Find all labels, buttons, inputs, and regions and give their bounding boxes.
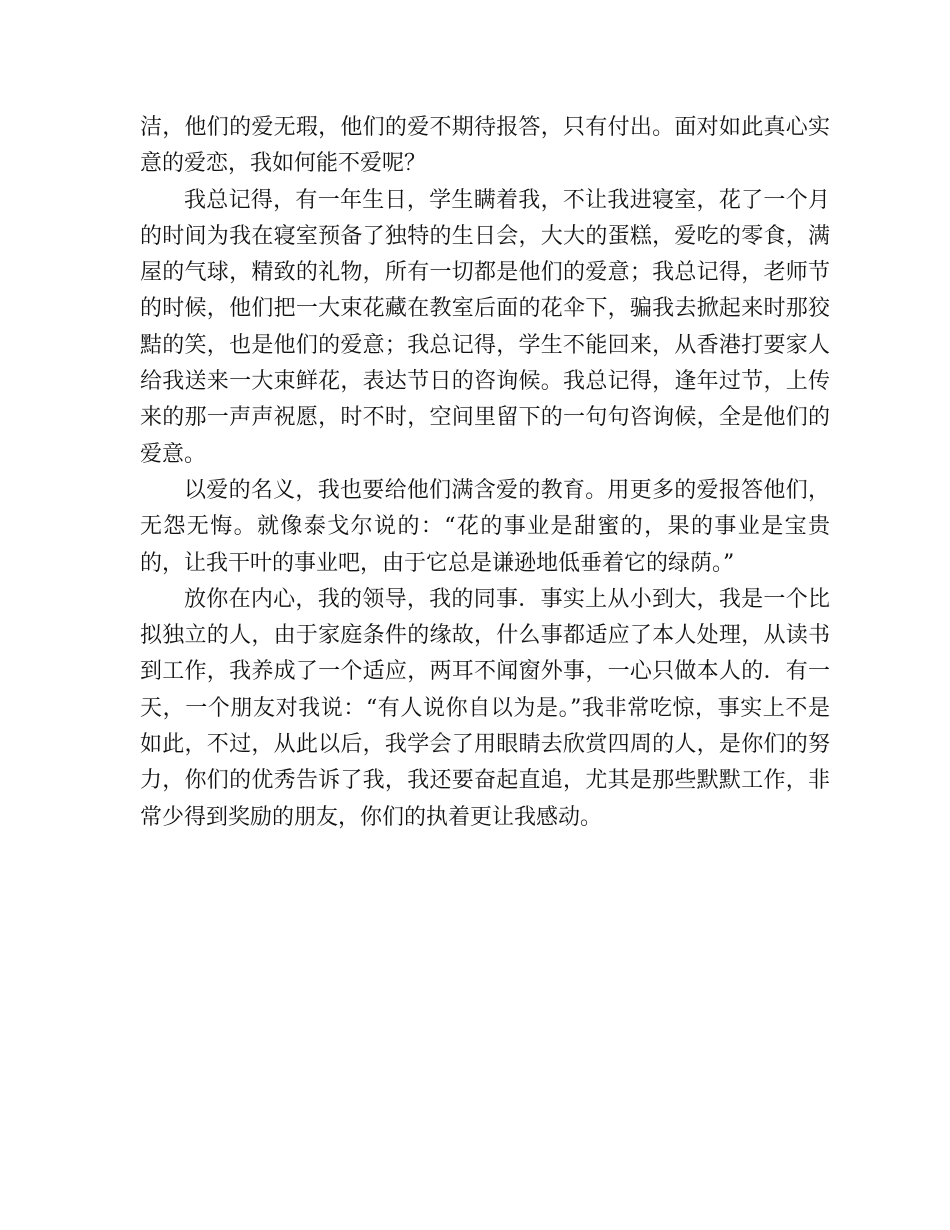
paragraph-tagore-quote: 以爱的名义，我也要给他们满含爱的教育。用更多的爱报答他们，无怨无悔。就像泰戈尔说的：“花的事业是甜蜜的，果的事业是宝贵的，让我干叶的事业吧，由于它总是谦逊地低垂着它的绿荫。” bbox=[140, 477, 830, 576]
paragraph-colleagues: 放你在内心，我的领导，我的同事．事实上从小到大，我是一个比拟独立的人，由于家庭条件的缘故，什么事都适应了本人处理，从读书到工作，我养成了一个适应，两耳不闻窗外事，一心只做本人的．有一天，一个朋友对我说：“有人说你自以为是。”我非常吃惊，事实上不是如此，不过，从此以后，我学会了用眼睛去欣赏四周的人，是你们的努力，你们的优秀告诉了我，我还要奋起直追，尤其是那些默默工作，非常少得到奖励的朋友，你们的执着更让我感动。 bbox=[140, 586, 830, 830]
paragraph-continuation: 洁，他们的爱无瑕，他们的爱不期待报答，只有付出。面对如此真心实意的爱恋，我如何能不爱呢？ bbox=[140, 115, 830, 177]
paragraph-birthday-memories: 我总记得，有一年生日，学生瞒着我，不让我进寝室，花了一个月的时间为我在寝室预备了独特的生日会，大大的蛋糕，爱吃的零食，满屋的气球，精致的礼物，所有一切都是他们的爱意；我总记得，老师节的时候，他们把一大束花藏在教室后面的花伞下，骗我去掀起来时那狡黠的笑，也是他们的爱意；我总记得，学生不能回来，从香港打要家人给我送来一大束鲜花，表达节日的咨询候。我总记得，逢年过节，上传来的那一声声祝愿，时不时，空间里留下的一句句咨询候，全是他们的爱意。 bbox=[140, 187, 830, 467]
document-body bbox=[140, 110, 830, 836]
